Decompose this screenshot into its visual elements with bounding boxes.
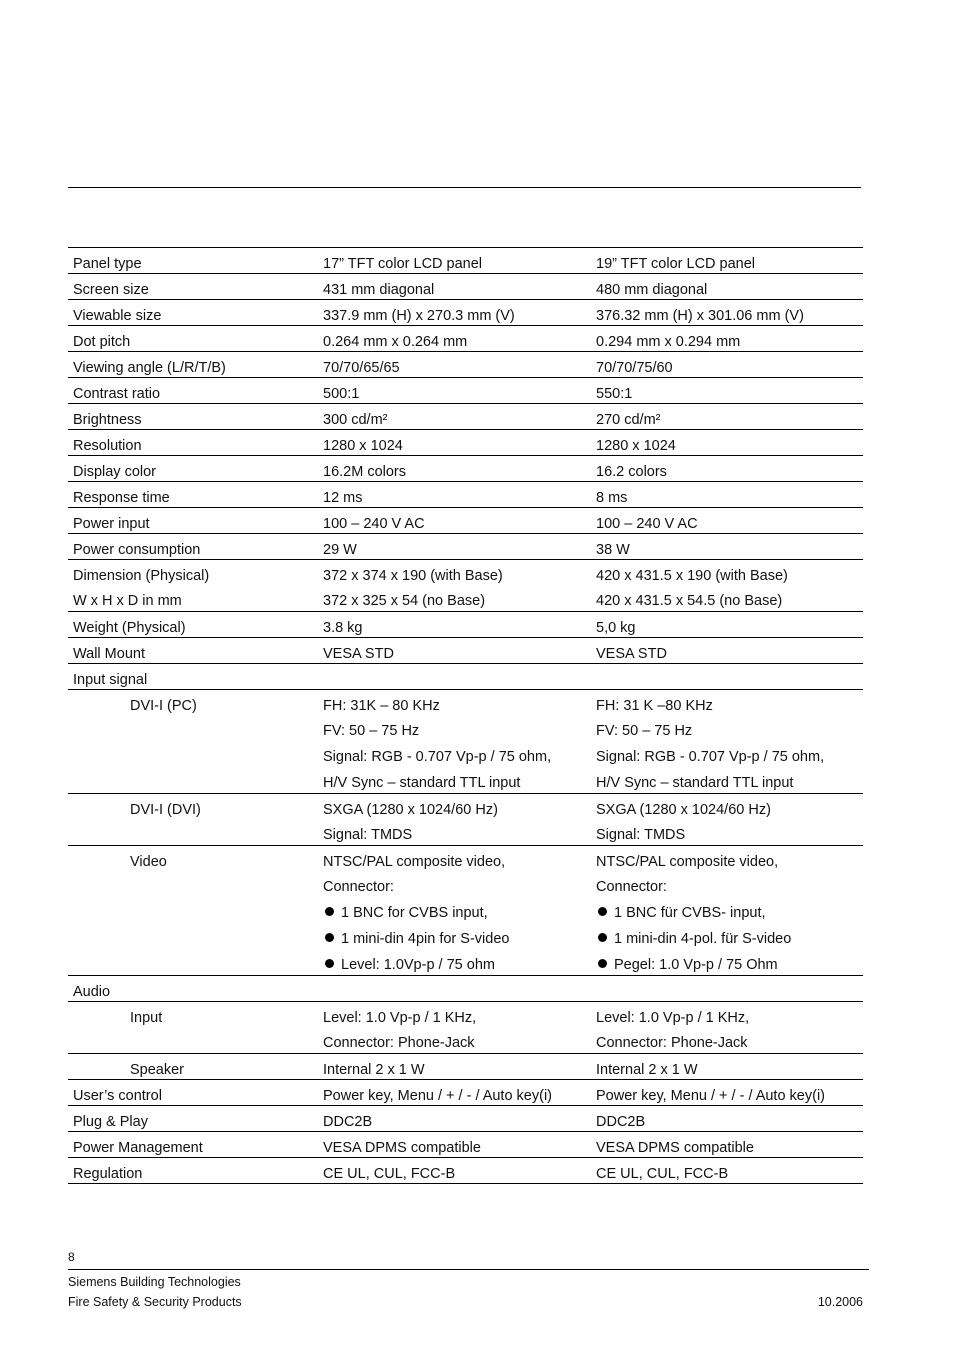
spec-value-17: NTSC/PAL composite video, bbox=[323, 854, 506, 870]
bullet-icon bbox=[325, 907, 334, 916]
spec-value-17: 100 – 240 V AC bbox=[323, 516, 425, 532]
header-rule bbox=[68, 187, 861, 188]
spec-value-17: 12 ms bbox=[323, 490, 363, 506]
row-dvi-pc bbox=[68, 690, 863, 794]
spec-label: Weight (Physical) bbox=[73, 620, 186, 636]
spec-value-19: Connector: Phone-Jack bbox=[596, 1035, 748, 1051]
spec-value-17: FV: 50 – 75 Hz bbox=[323, 723, 420, 739]
bullet-icon bbox=[598, 959, 607, 968]
spec-value-19: VESA STD bbox=[596, 646, 667, 662]
spec-value-17: Signal: RGB - 0.707 Vp-p / 75 ohm, bbox=[323, 749, 552, 765]
bullet-item bbox=[596, 905, 766, 921]
spec-value-19: 100 – 240 V AC bbox=[596, 516, 698, 532]
row-input-signal bbox=[68, 664, 863, 690]
page-number: 8 bbox=[68, 1250, 75, 1264]
spec-label: Power input bbox=[73, 516, 150, 532]
spec-value-17: 500:1 bbox=[323, 386, 360, 402]
spec-value-19: CE UL, CUL, FCC-B bbox=[596, 1166, 729, 1182]
row-dot-pitch bbox=[68, 326, 863, 352]
spec-value-19: Signal: RGB - 0.707 Vp-p / 75 ohm, bbox=[596, 749, 825, 765]
spec-label: Dimension (Physical) bbox=[73, 568, 210, 584]
spec-value-17: 337.9 mm (H) x 270.3 mm (V) bbox=[323, 308, 515, 324]
spec-section-label: Input signal bbox=[73, 672, 148, 688]
bullet-text: 1 BNC for CVBS input, bbox=[341, 905, 488, 921]
spec-label: Display color bbox=[73, 464, 156, 480]
spec-label: Panel type bbox=[73, 256, 142, 272]
spec-value-17: Connector: Phone-Jack bbox=[323, 1035, 475, 1051]
spec-label: Power consumption bbox=[73, 542, 201, 558]
bullet-text: Level: 1.0Vp-p / 75 ohm bbox=[341, 957, 495, 973]
spec-value-17: Level: 1.0 Vp-p / 1 KHz, bbox=[323, 1010, 477, 1026]
row-power-management bbox=[68, 1132, 863, 1158]
spec-value-19: Level: 1.0 Vp-p / 1 KHz, bbox=[596, 1010, 750, 1026]
footer-rule bbox=[68, 1269, 869, 1270]
spec-label: W x H x D in mm bbox=[73, 593, 182, 609]
row-contrast-ratio bbox=[68, 378, 863, 404]
row-power-consumption bbox=[68, 534, 863, 560]
bullet-icon bbox=[598, 907, 607, 916]
spec-value-17: VESA STD bbox=[323, 646, 394, 662]
spec-value-19: NTSC/PAL composite video, bbox=[596, 854, 779, 870]
spec-label: Contrast ratio bbox=[73, 386, 161, 402]
spec-value-17: Internal 2 x 1 W bbox=[323, 1062, 425, 1078]
spec-value-19: Signal: TMDS bbox=[596, 827, 686, 843]
bullet-text: Pegel: 1.0 Vp-p / 75 Ohm bbox=[614, 957, 778, 973]
footer-division: Fire Safety & Security Products bbox=[68, 1295, 242, 1309]
spec-value-19: FV: 50 – 75 Hz bbox=[596, 723, 693, 739]
row-regulation bbox=[68, 1158, 863, 1184]
spec-value-17: 17” TFT color LCD panel bbox=[323, 256, 483, 272]
spec-value-19: 420 x 431.5 x 190 (with Base) bbox=[596, 568, 788, 584]
row-dvi-dvi bbox=[68, 794, 863, 846]
spec-label: Wall Mount bbox=[73, 646, 145, 662]
footer-company: Siemens Building Technologies bbox=[68, 1275, 241, 1289]
spec-label: Regulation bbox=[73, 1166, 143, 1182]
row-display-color bbox=[68, 456, 863, 482]
spec-label: Power Management bbox=[73, 1140, 203, 1156]
spec-value-17: VESA DPMS compatible bbox=[323, 1140, 481, 1156]
bullet-text: 1 mini-din 4-pol. für S-video bbox=[614, 931, 792, 947]
spec-sub-label: DVI-I (PC) bbox=[130, 698, 197, 714]
spec-value-19: 16.2 colors bbox=[596, 464, 667, 480]
spec-value-17: SXGA (1280 x 1024/60 Hz) bbox=[323, 802, 498, 818]
spec-value-17: CE UL, CUL, FCC-B bbox=[323, 1166, 456, 1182]
bullet-icon bbox=[598, 933, 607, 942]
spec-value-19: H/V Sync – standard TTL input bbox=[596, 775, 794, 791]
spec-value-17: H/V Sync – standard TTL input bbox=[323, 775, 521, 791]
row-power-input bbox=[68, 508, 863, 534]
footer-date: 10.2006 bbox=[817, 1295, 863, 1309]
bullet-icon bbox=[325, 933, 334, 942]
spec-value-19: 19” TFT color LCD panel bbox=[596, 256, 756, 272]
bullet-item bbox=[323, 905, 488, 921]
spec-label: Resolution bbox=[73, 438, 142, 454]
row-audio bbox=[68, 976, 863, 1002]
row-brightness bbox=[68, 404, 863, 430]
spec-value-17: DDC2B bbox=[323, 1114, 373, 1130]
spec-value-19: Power key, Menu / + / - / Auto key(i) bbox=[596, 1088, 825, 1104]
spec-value-19: 376.32 mm (H) x 301.06 mm (V) bbox=[596, 308, 804, 324]
spec-value-19: VESA DPMS compatible bbox=[596, 1140, 754, 1156]
spec-sub-label: Input bbox=[130, 1010, 163, 1026]
spec-value-19: 5,0 kg bbox=[596, 620, 636, 636]
spec-value-19: FH: 31 K –80 KHz bbox=[596, 698, 713, 714]
spec-value-17: 372 x 374 x 190 (with Base) bbox=[323, 568, 503, 584]
spec-value-17: 372 x 325 x 54 (no Base) bbox=[323, 593, 486, 609]
bullet-text: 1 BNC für CVBS- input, bbox=[614, 905, 766, 921]
spec-label: Plug & Play bbox=[73, 1114, 148, 1130]
spec-value-19: Internal 2 x 1 W bbox=[596, 1062, 698, 1078]
row-resolution bbox=[68, 430, 863, 456]
spec-value-19: 550:1 bbox=[596, 386, 633, 402]
spec-value-17: 431 mm diagonal bbox=[323, 282, 435, 298]
spec-table bbox=[68, 247, 863, 1184]
row-wall-mount bbox=[68, 638, 863, 664]
spec-value-17: 0.264 mm x 0.264 mm bbox=[323, 334, 468, 350]
spec-label: Dot pitch bbox=[73, 334, 131, 350]
spec-value-17: Signal: TMDS bbox=[323, 827, 413, 843]
spec-label: Response time bbox=[73, 490, 170, 506]
row-users-control bbox=[68, 1080, 863, 1106]
bullet-item bbox=[323, 931, 509, 947]
spec-label: Screen size bbox=[73, 282, 149, 298]
spec-section-label: Audio bbox=[73, 984, 111, 1000]
row-audio-input bbox=[68, 1002, 863, 1054]
spec-label: Viewing angle (L/R/T/B) bbox=[73, 360, 226, 376]
spec-value-17: Connector: bbox=[323, 879, 394, 895]
spec-value-19: 420 x 431.5 x 54.5 (no Base) bbox=[596, 593, 783, 609]
spec-value-19: 8 ms bbox=[596, 490, 628, 506]
spec-value-17: FH: 31K – 80 KHz bbox=[323, 698, 440, 714]
spec-value-19: 270 cd/m² bbox=[596, 412, 661, 428]
spec-value-19: 480 mm diagonal bbox=[596, 282, 708, 298]
spec-sub-label: DVI-I (DVI) bbox=[130, 802, 201, 818]
spec-sub-label: Video bbox=[130, 854, 167, 870]
bullet-text: 1 mini-din 4pin for S-video bbox=[341, 931, 510, 947]
spec-label: Viewable size bbox=[73, 308, 162, 324]
spec-label: User’s control bbox=[73, 1088, 162, 1104]
spec-value-17: 70/70/65/65 bbox=[323, 360, 400, 376]
spec-value-19: 1280 x 1024 bbox=[596, 438, 676, 454]
spec-value-17: Power key, Menu / + / - / Auto key(i) bbox=[323, 1088, 552, 1104]
spec-value-17: 1280 x 1024 bbox=[323, 438, 403, 454]
bullet-icon bbox=[325, 959, 334, 968]
bullet-item bbox=[596, 931, 791, 947]
spec-sub-label: Speaker bbox=[130, 1062, 185, 1078]
spec-value-17: 300 cd/m² bbox=[323, 412, 388, 428]
row-viewable-size bbox=[68, 300, 863, 326]
row-video bbox=[68, 846, 863, 976]
spec-value-19: 0.294 mm x 0.294 mm bbox=[596, 334, 741, 350]
row-screen-size bbox=[68, 274, 863, 300]
spec-value-19: Connector: bbox=[596, 879, 667, 895]
bullet-item bbox=[596, 957, 778, 973]
spec-value-19: 38 W bbox=[596, 542, 630, 558]
spec-value-17: 3.8 kg bbox=[323, 620, 363, 636]
row-dimension bbox=[68, 560, 863, 612]
row-speaker bbox=[68, 1054, 863, 1080]
spec-value-17: 29 W bbox=[323, 542, 357, 558]
row-viewing-angle bbox=[68, 352, 863, 378]
spec-value-19: DDC2B bbox=[596, 1114, 646, 1130]
row-response-time bbox=[68, 482, 863, 508]
bullet-item bbox=[323, 957, 495, 973]
spec-value-19: 70/70/75/60 bbox=[596, 360, 673, 376]
row-plug-and-play bbox=[68, 1106, 863, 1132]
spec-label: Brightness bbox=[73, 412, 142, 428]
spec-value-17: 16.2M colors bbox=[323, 464, 407, 480]
row-panel-type bbox=[68, 248, 863, 274]
row-weight bbox=[68, 612, 863, 638]
spec-value-19: SXGA (1280 x 1024/60 Hz) bbox=[596, 802, 771, 818]
